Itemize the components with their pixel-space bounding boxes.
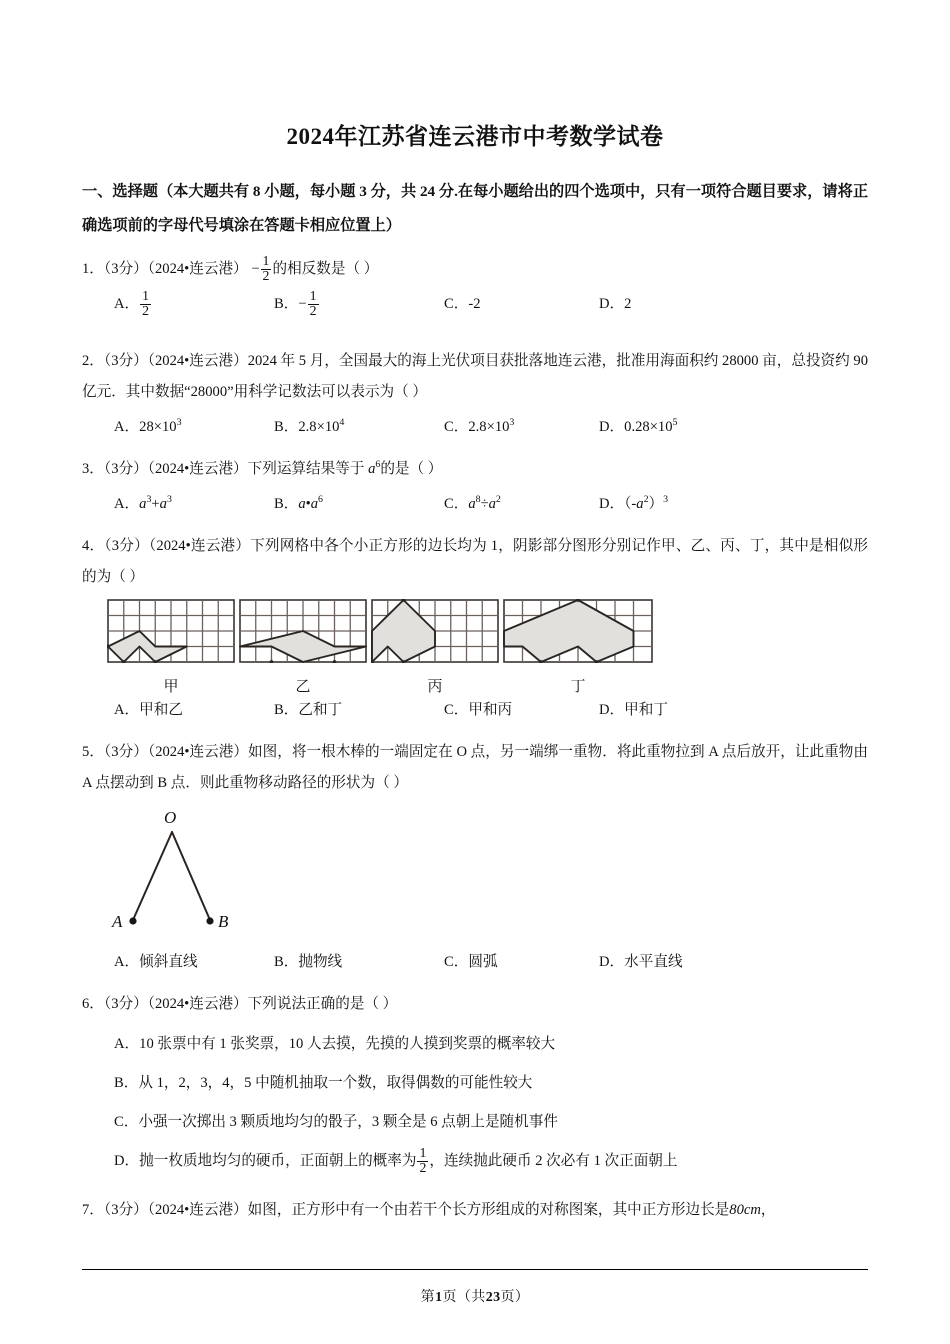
option-c[interactable]: C．甲和丙: [444, 702, 513, 718]
option-b-exponent: 4: [339, 417, 345, 429]
current-page: 1: [435, 1290, 443, 1305]
option-a-text: 甲和乙: [139, 702, 183, 718]
question-4-options: [82, 695, 868, 726]
option-d-text-pre: 抛一枚质地均匀的硬币，正面朝上的概率为: [139, 1153, 417, 1169]
option-b[interactable]: B．从 1，2，3，4，5 中随机抽取一个数，取得偶数的可能性较大: [114, 1075, 533, 1091]
question-4-points: （3分）: [104, 538, 149, 554]
option-c-text: 小强一次掷出 3 颗质地均匀的骰子，3 颗全是 6 点朝上是随机事件: [138, 1114, 558, 1130]
question-3-source: （2024•连云港）: [147, 461, 248, 477]
option-d-letter: D: [599, 496, 610, 512]
pendulum-label-b: B: [218, 912, 229, 931]
option-c-base: 2.8×10: [468, 419, 510, 435]
question-1-source: （2024•连云港）: [147, 261, 248, 277]
question-3-variable: a: [368, 461, 376, 477]
question-5-number: 5: [82, 744, 90, 760]
question-7-value: 80cm: [729, 1201, 761, 1218]
option-b-letter: B: [114, 1075, 124, 1091]
option-d[interactable]: D．$(‑a^2)^3$: [599, 494, 669, 512]
option-b[interactable]: B．抛物线: [274, 954, 343, 970]
question-2-stem: 2．（3分）（2024•连云港）2024 年 5 月，全国最大的海上光伏项目获批落地连云港，批准用海面积约 28000 亩，总投资约 90 亿元．其中数据“28000”用科学记数法可以表示为（ ）: [82, 353, 868, 400]
question-1-options: [82, 289, 868, 335]
question-5-points: （3分）: [103, 744, 148, 760]
option-d-text: 水平直线: [624, 954, 683, 970]
option-d-letter: D: [599, 296, 610, 312]
option-b-text: 抛物线: [298, 954, 343, 970]
question-1-stem: 1．（3分）（2024•连云港） − $\frac{1}{2}$ 的相反数是（ ）: [82, 253, 379, 285]
option-c-text: 圆弧: [468, 954, 498, 970]
figure-ding: [503, 599, 653, 698]
question-1-points: （3分）: [103, 261, 148, 277]
question-7: [82, 1195, 868, 1226]
figure-jia: [107, 599, 235, 698]
grid-figure-jia-svg: [107, 599, 235, 663]
option-a-letter: A: [114, 496, 125, 512]
question-7-points: （3分）: [103, 1201, 148, 1218]
option-c-letter: C: [444, 702, 454, 718]
question-4-number: 4: [82, 538, 90, 554]
total-pages: 23: [485, 1290, 501, 1305]
question-5-options: [82, 947, 868, 978]
option-a[interactable]: A．$a^3+a^3$: [114, 494, 172, 512]
fraction-denominator: 2: [262, 269, 270, 285]
option-b[interactable]: B．$a•a^6$: [274, 494, 323, 512]
option-d-letter: D: [599, 702, 610, 718]
option-a-letter: A: [114, 296, 125, 312]
question-7-stem: 7．（3分）（2024•连云港）如图，正方形中有一个由若干个长方形组成的对称图案，其中正方形边长是80cm，: [82, 1201, 776, 1218]
option-b[interactable]: B．− $\frac{1}{2}$: [274, 288, 317, 320]
figure-jia-label: 甲: [163, 679, 179, 695]
option-d[interactable]: D．2: [599, 296, 632, 312]
option-b-letter: B: [274, 496, 284, 512]
option-d-text: 甲和丁: [624, 702, 668, 718]
question-7-number: 7: [82, 1201, 90, 1218]
option-a[interactable]: A．甲和乙: [114, 702, 183, 718]
option-d[interactable]: D．甲和丁: [599, 702, 668, 718]
question-1-number: 1: [82, 261, 90, 277]
option-d[interactable]: D．水平直线: [599, 954, 683, 970]
option-c-exponent: 3: [509, 417, 515, 429]
question-5-stem: 5．（3分）（2024•连云港）如图，将一根木棒的一端固定在 O 点，另一端绑一重物．将此重物拉到 A 点后放开，让此重物由 A 点摆动到 B 点．则此重物移动路径的形状为（ ）: [82, 744, 868, 791]
option-d[interactable]: D．抛一枚质地均匀的硬币，正面朝上的概率为 $\frac{1}{2}$ ，连续抛此硬币 2 次必有 1 次正面朝上: [114, 1145, 678, 1177]
pendulum-label-a: A: [112, 912, 123, 931]
question-3-exponent: 6: [375, 459, 381, 471]
option-a-letter: A: [114, 1036, 125, 1052]
question-5-text: 如图，将一根木棒的一端固定在 O 点，另一端绑一重物．将此重物拉到 A 点后放开，让此重物由 A 点摆动到 B 点．则此重物移动路径的形状为（ ）: [82, 744, 868, 791]
option-a-exponent: 3: [176, 417, 182, 429]
question-6-source: （2024•连云港）: [147, 996, 248, 1012]
question-2-number: 2: [82, 353, 90, 369]
question-4: [82, 531, 868, 726]
figure-ding-label: 丁: [570, 679, 586, 695]
question-3-number: 3: [82, 461, 90, 477]
option-a[interactable]: A． $\frac{1}{2}$: [114, 288, 150, 320]
option-a-letter: A: [114, 419, 125, 435]
question-2-points: （3分）: [103, 353, 148, 369]
option-c-letter: C: [444, 419, 454, 435]
question-3-stem: 3．（3分）（2024•连云港）下列运算结果等于 $a^6$的是（ ）: [82, 459, 443, 477]
figure-bing-label: 丙: [427, 679, 443, 695]
question-3-text-post: 的是（ ）: [380, 461, 443, 477]
question-3: [82, 454, 868, 520]
question-5-source: （2024•连云港）: [147, 744, 249, 760]
page-title: 2024年江苏省连云港市中考数学试卷: [286, 124, 664, 149]
option-d-exponent: 5: [672, 417, 678, 429]
question-4-text: 下列网格中各个小正方形的边长均为 1，阴影部分图形分别记作甲、乙、丙、丁，其中是相似形的为（ ）: [82, 538, 869, 585]
option-d-text-post: ，连续抛此硬币 2 次必有 1 次正面朝上: [429, 1153, 678, 1169]
option-c[interactable]: C．$a^8\div a^2$: [444, 494, 501, 512]
option-d[interactable]: D．$0.28\times 10^5$: [599, 417, 678, 435]
question-6-number: 6: [82, 996, 90, 1012]
option-d-fraction: $\frac{1}{2}$: [419, 1145, 427, 1177]
question-6: [82, 989, 868, 1177]
option-c[interactable]: C．小强一次掷出 3 颗质地均匀的骰子，3 颗全是 6 点朝上是随机事件: [114, 1114, 558, 1130]
question-1-stem-tail: 的相反数是（ ）: [272, 261, 379, 277]
question-4-source: （2024•连云港）: [148, 538, 251, 554]
option-b[interactable]: B．乙和丁: [274, 702, 343, 718]
grid-figure-yi-svg: [239, 599, 367, 663]
option-c[interactable]: C．圆弧: [444, 954, 498, 970]
pendulum-diagram: [100, 803, 868, 943]
question-4-figures: [82, 599, 868, 695]
option-b-text: 乙和丁: [298, 702, 343, 718]
option-c[interactable]: C．‑2: [444, 296, 481, 312]
option-a[interactable]: A．倾斜直线: [114, 954, 198, 970]
option-b-text: 从 1，2，3，4，5 中随机抽取一个数，取得偶数的可能性较大: [138, 1075, 533, 1091]
fraction-numerator: 1: [262, 253, 270, 269]
option-c-text: 甲和丙: [468, 702, 513, 718]
question-7-source: （2024•连云港）: [147, 1201, 248, 1218]
question-6-text: 下列说法正确的是（ ）: [247, 996, 398, 1012]
option-b-letter: B: [274, 296, 284, 312]
figure-yi-label: 乙: [295, 679, 311, 695]
page-footer: [0, 1286, 950, 1306]
pendulum-label-o: O: [164, 808, 177, 827]
option-a-base: 28×10: [139, 419, 177, 435]
question-7-text-post: ，: [760, 1201, 776, 1218]
question-7-text-pre: 如图，正方形中有一个由若干个长方形组成的对称图案，其中正方形边长是: [247, 1201, 730, 1218]
option-b[interactable]: B．$2.8\times 10^4$: [274, 417, 345, 435]
question-3-options: [82, 489, 868, 520]
option-d-letter: D: [114, 1153, 125, 1169]
question-2-source: （2024•连云港）: [147, 353, 248, 369]
option-a-letter: A: [114, 954, 125, 970]
grid-figure-ding-svg: [503, 599, 653, 663]
option-a-letter: A: [114, 702, 125, 718]
page-number-text: 第1页（共23页）: [420, 1290, 530, 1305]
option-d-letter: D: [599, 954, 610, 970]
question-3-text-pre: 下列运算结果等于: [247, 461, 365, 477]
question-5: [82, 737, 868, 978]
option-a[interactable]: A．$28\times 10^3$: [114, 417, 182, 435]
question-2-options: [82, 412, 868, 443]
option-b-letter: B: [274, 954, 284, 970]
option-c[interactable]: C．$2.8\times 10^3$: [444, 417, 515, 435]
option-a-text: 倾斜直线: [139, 954, 198, 970]
option-b-letter: B: [274, 702, 284, 718]
option-d-base: 0.28×10: [624, 419, 673, 435]
option-a-text: 10 张票中有 1 张奖票，10 人去摸，先摸的人摸到奖票的概率较大: [139, 1036, 556, 1052]
figure-yi: [239, 599, 367, 698]
question-6-points: （3分）: [103, 996, 148, 1012]
question-6-stem: 6．（3分）（2024•连云港）下列说法正确的是（ ）: [82, 996, 398, 1012]
option-b-base: 2.8×10: [298, 419, 340, 435]
option-c-letter: C: [444, 954, 454, 970]
question-4-stem: 4．（3分）（2024•连云港）下列网格中各个小正方形的边长均为 1，阴影部分图形分别记作甲、乙、丙、丁，其中是相似形的为（ ）: [82, 538, 869, 585]
pendulum-svg: [100, 803, 300, 939]
footer-divider: [82, 1269, 868, 1270]
question-2-text: 2024 年 5 月，全国最大的海上光伏项目获批落地连云港，批准用海面积约 28000 亩，总投资约 90 亿元．其中数据“28000”用科学记数法可以表示为（ ）: [82, 353, 868, 400]
grid-figure-bing-svg: [371, 599, 499, 663]
question-1: [82, 254, 868, 335]
question-1-fraction: − $\frac{1}{2}$: [251, 253, 270, 285]
option-c-letter: C: [444, 496, 454, 512]
option-b-letter: B: [274, 419, 284, 435]
question-6-options: [82, 1029, 868, 1177]
option-c-letter: C: [114, 1114, 124, 1130]
figure-bing: [371, 599, 499, 698]
option-c-letter: C: [444, 296, 454, 312]
option-d-letter: D: [599, 419, 610, 435]
section-heading: 一、选择题（本大题共有 8 小题，每小题 3 分，共 24 分.在每小题给出的四个选项中，只有一项符合题目要求，请将正确选项前的字母代号填涂在答题卡相应位置上）: [82, 183, 868, 234]
option-a[interactable]: A．10 张票中有 1 张奖票，10 人去摸，先摸的人摸到奖票的概率较大: [114, 1036, 556, 1052]
question-3-points: （3分）: [103, 461, 148, 477]
question-2: [82, 346, 868, 443]
